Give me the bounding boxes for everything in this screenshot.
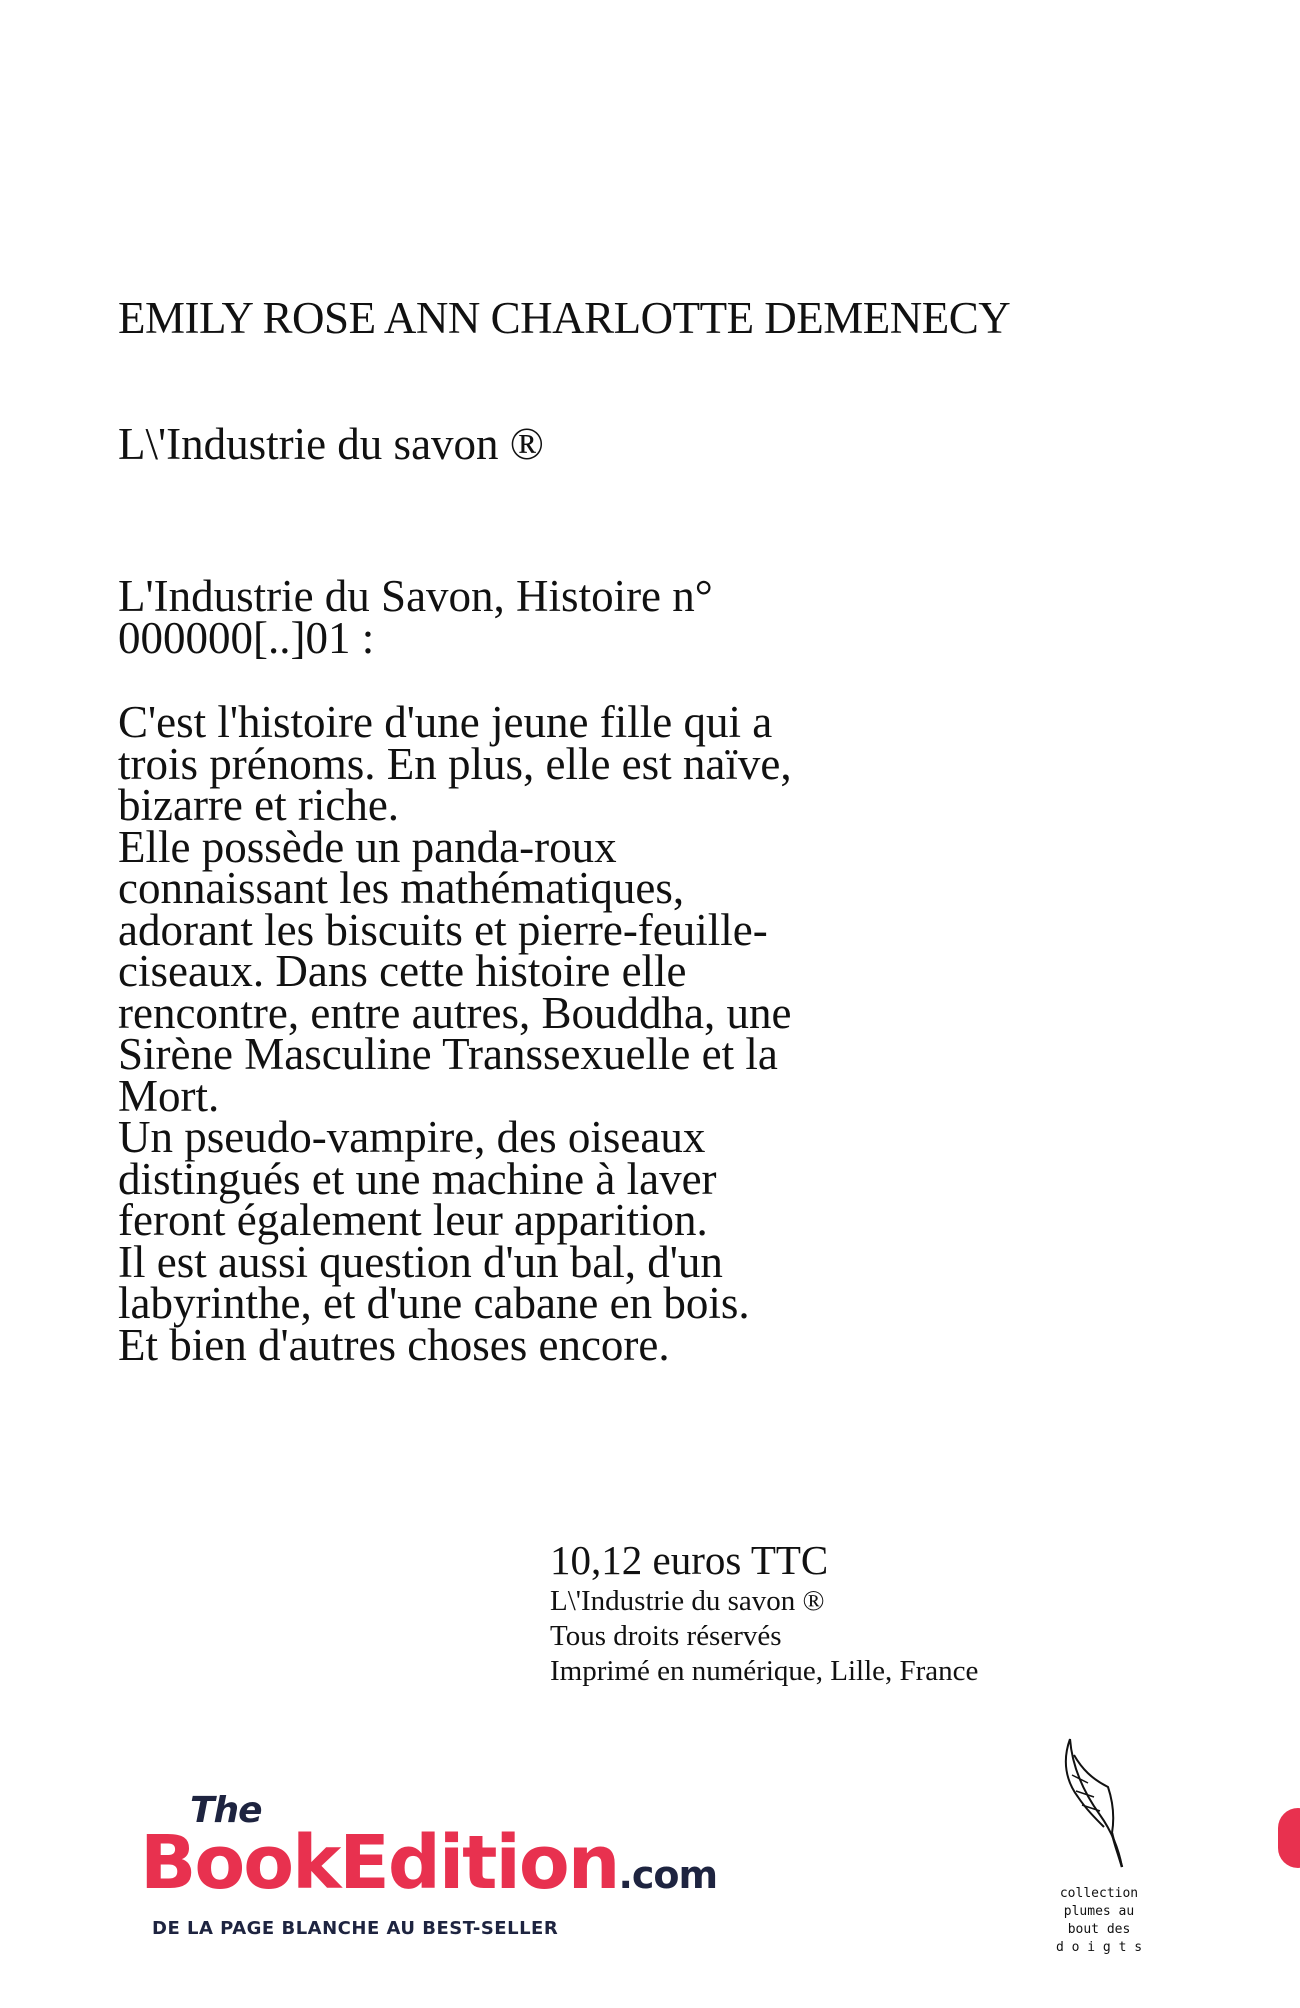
blurb-line: Elle possède un panda-roux: [118, 821, 617, 872]
book-title: L\'Industrie du savon ®: [118, 419, 544, 469]
story-heading: [118, 571, 713, 663]
price-block: [550, 1536, 978, 1689]
blurb-line: Un pseudo-vampire, des oiseaux: [118, 1112, 706, 1162]
logo-the: The: [190, 1790, 262, 1831]
author-name: EMILY ROSE ANN CHARLOTTE DEMENECY: [118, 293, 1011, 343]
collection-mark: [1040, 1735, 1143, 1985]
blurb-line: bizarre et riche.: [118, 780, 400, 830]
collection-label-line: bout des: [1067, 1922, 1131, 1937]
blurb-line: distingués et une machine à laver: [118, 1153, 717, 1204]
blurb-line: C'est l'histoire d'une jeune fille qui a: [118, 697, 773, 747]
price: 10,12 euros TTC: [550, 1537, 829, 1583]
blurb-line: Et bien d'autres choses encore.: [118, 1319, 670, 1370]
blurb-line: connaissant les mathématiques,: [118, 863, 685, 913]
collection-label: [1054, 1885, 1144, 1957]
imprint-rights: Tous droits réservés: [550, 1620, 782, 1652]
blurb-line: rencontre, entre autres, Bouddha, une: [118, 987, 792, 1038]
blurb-line: trois prénoms. En plus, elle est naïve,: [118, 738, 792, 789]
imprint-printed: Imprimé en numérique, Lille, France: [550, 1655, 979, 1687]
blurb-line: adorant les biscuits et pierre-feuille-: [118, 904, 768, 955]
collection-label-line: collection: [1059, 1886, 1139, 1901]
feather-quill-icon: [1052, 1735, 1132, 1875]
blurb-line: ciseaux. Dans cette histoire elle: [118, 946, 687, 996]
blurb: [118, 697, 792, 1370]
logo-name: BookEdition: [140, 1820, 619, 1906]
edge-mark: [1278, 1808, 1300, 1868]
blurb-line: Il est aussi question d'un bal, d'un: [118, 1236, 723, 1287]
story-heading-line: L'Industrie du Savon, Histoire n°: [118, 571, 713, 621]
logo-brand: [140, 1820, 717, 1906]
imprint-title: L\'Industrie du savon ®: [550, 1585, 825, 1617]
publisher-logo: [140, 1790, 718, 1950]
collection-label-line: d o i g t s: [1055, 1940, 1143, 1955]
logo-tagline: DE LA PAGE BLANCHE AU BEST-SELLER: [152, 1918, 559, 1939]
logo-dotcom: .com: [618, 1853, 718, 1897]
blurb-line: feront également leur apparition.: [118, 1195, 708, 1245]
collection-label-line: plumes au: [1063, 1904, 1135, 1919]
blurb-line: labyrinthe, et d'une cabane en bois.: [118, 1278, 750, 1328]
blurb-line: Mort.: [118, 1070, 220, 1121]
blurb-line: Sirène Masculine Transsexuelle et la: [118, 1029, 778, 1079]
story-heading-line: 000000[..]01 :: [118, 613, 375, 663]
